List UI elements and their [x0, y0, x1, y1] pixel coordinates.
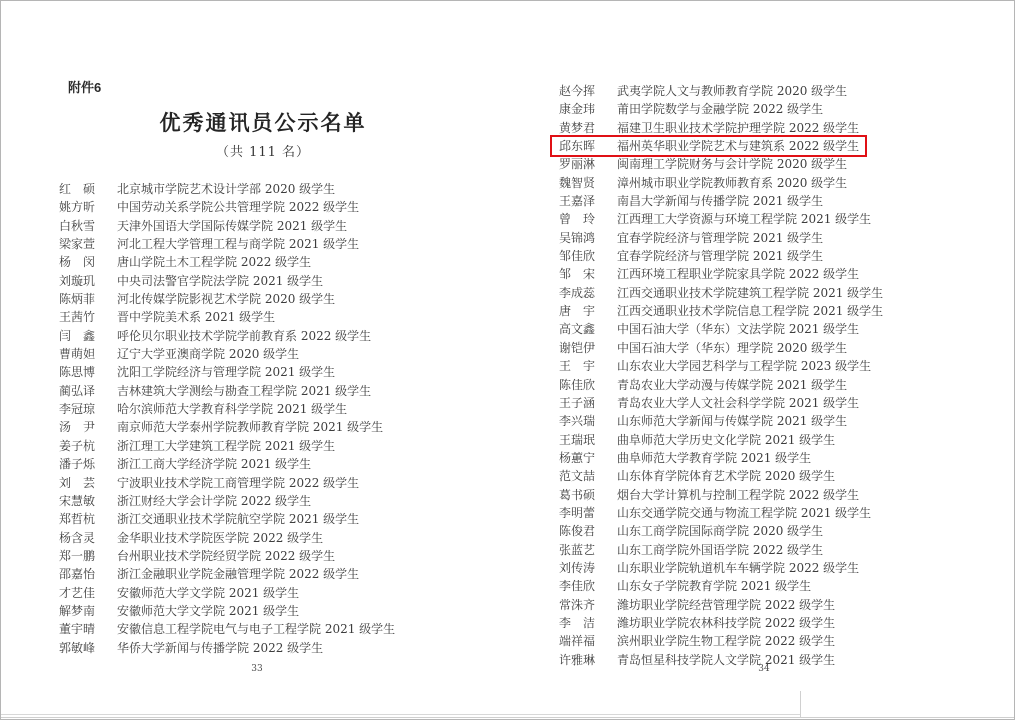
student-name: 许雅琳: [559, 652, 596, 667]
list-item: [559, 541, 823, 559]
student-name: 李佳欣: [559, 579, 596, 594]
student-affiliation: 华侨大学新闻与传播学院 2022 级学生: [117, 640, 324, 655]
page-title: 优秀通讯员公示名单: [159, 112, 367, 135]
page-edge-line: [1, 714, 801, 715]
student-affiliation: 哈尔滨师范大学教育科学学院 2021 级学生: [117, 402, 348, 417]
list-item: [59, 455, 311, 473]
list-item: [59, 602, 299, 620]
student-affiliation: 安徽师范大学文学院 2021 级学生: [117, 603, 300, 618]
student-affiliation: 辽宁大学亚澳商学院 2020 级学生: [117, 347, 300, 362]
student-name: 王茜竹: [59, 310, 96, 325]
student-name: 郑一鹏: [59, 548, 96, 563]
student-affiliation: 青岛恒星科技学院人文学院 2021 级学生: [617, 652, 836, 667]
list-item: [59, 198, 359, 216]
list-item: [559, 632, 835, 650]
student-affiliation: 宁波职业技术学院工商管理学院 2022 级学生: [117, 475, 360, 490]
student-name: 康金玮: [559, 102, 596, 117]
page-edge-line: [800, 691, 801, 717]
list-item: [559, 155, 847, 173]
list-item: [559, 651, 835, 669]
student-name: 陈佳欣: [559, 377, 596, 392]
student-name: 潘子烁: [59, 457, 96, 472]
student-name: 葛书硕: [559, 487, 596, 502]
student-affiliation: 江西交通职业技术学院建筑工程学院 2021 级学生: [617, 285, 884, 300]
student-name: 才艺佳: [59, 585, 96, 600]
student-affiliation: 江西交通职业技术学院信息工程学院 2021 级学生: [617, 304, 884, 319]
student-name: 唐 宇: [559, 304, 596, 319]
student-name: 姜子杭: [59, 438, 96, 453]
list-item: [559, 302, 883, 320]
student-name: 刘璇玑: [59, 273, 96, 288]
student-affiliation: 金华职业技术学院医学院 2022 级学生: [117, 530, 324, 545]
list-item: [59, 363, 335, 381]
student-name: 刘 芸: [59, 475, 96, 490]
list-item: [559, 174, 847, 192]
student-name: 邹 宋: [559, 267, 596, 282]
list-item: [559, 265, 859, 283]
student-name: 曾 玲: [559, 212, 596, 227]
list-item: [559, 284, 883, 302]
list-item: [59, 492, 311, 510]
list-item: [559, 449, 811, 467]
student-name: 曹萌妲: [59, 347, 96, 362]
student-affiliation: 浙江工商大学经济学院 2021 级学生: [117, 457, 312, 472]
student-affiliation: 呼伦贝尔职业技术学院学前教育系 2022 级学生: [117, 328, 372, 343]
student-affiliation: 漳州城市职业学院教师教育系 2020 级学生: [617, 175, 848, 190]
student-name: 高文鑫: [559, 322, 596, 337]
student-affiliation: 山东师范大学新闻与传媒学院 2021 级学生: [617, 414, 848, 429]
student-name: 邵嘉怡: [59, 567, 96, 582]
student-name: 王 宇: [559, 359, 596, 374]
student-affiliation: 浙江理工大学建筑工程学院 2021 级学生: [117, 438, 336, 453]
student-affiliation: 南京师范大学泰州学院教师教育学院 2021 级学生: [117, 420, 384, 435]
student-name: 郑哲杭: [59, 512, 96, 527]
student-affiliation: 北京城市学院艺术设计学部 2020 级学生: [117, 182, 336, 196]
list-item: [59, 180, 335, 198]
student-name: 杨蕙宁: [559, 450, 596, 465]
student-name: 陈思博: [59, 365, 96, 380]
student-name: 梁家萱: [59, 237, 96, 252]
list-item: [59, 382, 371, 400]
student-affiliation: 山东工商学院外国语学院 2022 级学生: [617, 542, 824, 557]
page-number-left: 33: [251, 664, 263, 674]
list-item: [559, 100, 823, 118]
list-item: [59, 308, 275, 326]
student-name: 谢铠伊: [559, 340, 596, 355]
student-name: 常洙齐: [559, 597, 596, 612]
student-affiliation: 山东农业大学园艺科学与工程学院 2023 级学生: [617, 359, 872, 374]
student-name: 邱东晖: [559, 139, 596, 154]
list-item: [59, 639, 323, 657]
list-item: [59, 290, 335, 308]
student-name: 李 洁: [559, 615, 596, 630]
student-name: 王瑞珉: [559, 432, 596, 447]
list-item: [59, 418, 383, 436]
student-affiliation: 烟台大学计算机与控制工程学院 2022 级学生: [617, 487, 860, 502]
list-item: [559, 522, 823, 540]
student-name: 李明蕾: [559, 505, 596, 520]
student-name: 闫 鑫: [59, 328, 96, 343]
student-affiliation: 江西环境工程职业学院家具学院 2022 级学生: [617, 267, 860, 282]
list-item: [59, 547, 335, 565]
student-affiliation: 浙江金融职业学院金融管理学院 2022 级学生: [117, 567, 360, 582]
name-list-page-33: [59, 180, 395, 657]
name-list-page-34: [559, 82, 883, 669]
student-affiliation: 沈阳工学院经济与管理学院 2021 级学生: [117, 365, 336, 380]
highlighted-list-item: [552, 137, 865, 155]
student-name: 郭敏峰: [59, 640, 96, 655]
student-affiliation: 河北传媒学院影视艺术学院 2020 级学生: [117, 292, 336, 307]
list-item: [59, 620, 395, 638]
list-item: [559, 357, 871, 375]
student-name: 李兴瑞: [559, 414, 596, 429]
student-affiliation: 莆田学院数学与金融学院 2022 级学生: [617, 102, 824, 117]
student-name: 姚方昕: [59, 200, 96, 215]
student-name: 宋慧敏: [59, 493, 96, 508]
student-name: 邹佳欣: [559, 249, 596, 264]
student-affiliation: 山东体育学院体育艺术学院 2020 级学生: [617, 469, 836, 484]
list-item: [59, 565, 359, 583]
student-affiliation: 浙江财经大学会计学院 2022 级学生: [117, 493, 312, 508]
student-name: 王嘉泽: [559, 194, 596, 209]
list-item: [59, 345, 299, 363]
student-name: 白秋雪: [59, 218, 96, 233]
student-name: 张蓝艺: [559, 542, 596, 557]
page-number-right: 34: [758, 664, 770, 674]
student-affiliation: 台州职业技术学院经贸学院 2022 级学生: [117, 548, 336, 563]
list-item: [559, 596, 835, 614]
student-affiliation: 河北工程大学管理工程与商学院 2021 级学生: [117, 237, 360, 252]
list-item: [559, 559, 859, 577]
list-item: [59, 529, 323, 547]
list-item: [559, 229, 823, 247]
list-item: [559, 504, 871, 522]
list-item: [559, 210, 871, 228]
student-affiliation: 山东女子学院教育学院 2021 级学生: [617, 579, 812, 594]
student-affiliation: 中国石油大学（华东）理学院 2020 级学生: [617, 340, 848, 355]
list-item: [559, 486, 859, 504]
list-item: [559, 431, 835, 449]
student-name: 汤 尹: [59, 420, 96, 435]
student-affiliation: 福州英华职业学院艺术与建筑系 2022 级学生: [617, 139, 860, 154]
student-affiliation: 吉林建筑大学测绘与勘查工程学院 2021 级学生: [117, 383, 372, 398]
student-affiliation: 山东职业学院轨道机车车辆学院 2022 级学生: [617, 560, 860, 575]
student-affiliation: 闽南理工学院财务与会计学院 2020 级学生: [617, 157, 848, 172]
student-name: 董宇晴: [59, 622, 96, 637]
list-item: [559, 577, 811, 595]
student-affiliation: 武夷学院人文与教师教育学院 2020 级学生: [617, 84, 848, 98]
student-name: 李冠琼: [59, 402, 96, 417]
student-affiliation: 浙江交通职业技术学院航空学院 2021 级学生: [117, 512, 360, 527]
student-name: 范文喆: [559, 469, 596, 484]
list-item: [559, 614, 835, 632]
list-item: [59, 474, 359, 492]
student-affiliation: 宜春学院经济与管理学院 2021 级学生: [617, 230, 824, 245]
list-item: [559, 82, 847, 100]
student-affiliation: 中央司法警官学院法学院 2021 级学生: [117, 273, 324, 288]
student-name: 魏智贤: [559, 175, 596, 190]
student-name: 端祥福: [559, 634, 596, 649]
list-item: [59, 253, 311, 271]
student-affiliation: 晋中学院美术系 2021 级学生: [117, 310, 276, 325]
student-affiliation: 天津外国语大学国际传媒学院 2021 级学生: [117, 218, 348, 233]
student-affiliation: 青岛农业大学动漫与传媒学院 2021 级学生: [617, 377, 848, 392]
list-item: [559, 412, 847, 430]
list-item: [559, 119, 859, 137]
student-name: 王子涵: [559, 395, 596, 410]
student-affiliation: 曲阜师范大学教育学院 2021 级学生: [617, 450, 812, 465]
student-name: 罗丽淋: [559, 157, 596, 172]
student-affiliation: 福建卫生职业技术学院护理学院 2022 级学生: [617, 120, 860, 135]
student-affiliation: 滨州职业学院生物工程学院 2022 级学生: [617, 634, 836, 649]
student-name: 杨含灵: [59, 530, 96, 545]
student-affiliation: 潍坊职业学院经营管理学院 2022 级学生: [617, 597, 836, 612]
list-item: [59, 510, 359, 528]
student-affiliation: 南昌大学新闻与传播学院 2021 级学生: [617, 194, 824, 209]
page-bottom-border: [1, 717, 1014, 718]
student-affiliation: 山东交通学院交通与物流工程学院 2021 级学生: [617, 505, 872, 520]
attachment-label: 附件6: [68, 80, 102, 95]
list-item: [559, 320, 859, 338]
student-name: 解梦南: [59, 603, 96, 618]
list-item: [59, 272, 323, 290]
student-name: 杨 闵: [59, 255, 96, 270]
student-affiliation: 江西理工大学资源与环境工程学院 2021 级学生: [617, 212, 872, 227]
student-name: 赵今挥: [559, 84, 596, 98]
list-item: [559, 376, 847, 394]
student-name: 红 硕: [59, 182, 96, 196]
student-affiliation: 宜春学院经济与管理学院 2021 级学生: [617, 249, 824, 264]
list-item: [59, 217, 347, 235]
student-affiliation: 曲阜师范大学历史文化学院 2021 级学生: [617, 432, 836, 447]
student-affiliation: 山东工商学院国际商学院 2020 级学生: [617, 524, 824, 539]
list-item: [559, 467, 835, 485]
student-name: 黄梦君: [559, 120, 596, 135]
student-affiliation: 唐山学院土木工程学院 2022 级学生: [117, 255, 312, 270]
student-affiliation: 安徽师范大学文学院 2021 级学生: [117, 585, 300, 600]
list-item: [559, 339, 847, 357]
student-name: 刘传涛: [559, 560, 596, 575]
student-affiliation: 潍坊职业学院农林科技学院 2022 级学生: [617, 615, 836, 630]
page-subtitle: （共 111 名）: [215, 145, 311, 160]
student-name: 陈炳菲: [59, 292, 96, 307]
list-item: [59, 327, 371, 345]
student-name: 陈俊君: [559, 524, 596, 539]
list-item: [59, 400, 347, 418]
student-name: 吴锦鸿: [559, 230, 596, 245]
student-name: 李成蕊: [559, 285, 596, 300]
student-affiliation: 中国石油大学（华东）文法学院 2021 级学生: [617, 322, 860, 337]
list-item: [59, 437, 335, 455]
student-name: 蔺弘译: [59, 383, 96, 398]
list-item: [59, 235, 359, 253]
student-affiliation: 安徽信息工程学院电气与电子工程学院 2021 级学生: [117, 622, 396, 637]
student-affiliation: 中国劳动关系学院公共管理学院 2022 级学生: [117, 200, 360, 215]
list-item: [59, 584, 299, 602]
student-affiliation: 青岛农业大学人文社会科学学院 2021 级学生: [617, 395, 860, 410]
list-item: [559, 192, 823, 210]
list-item: [559, 247, 823, 265]
list-item: [559, 394, 859, 412]
